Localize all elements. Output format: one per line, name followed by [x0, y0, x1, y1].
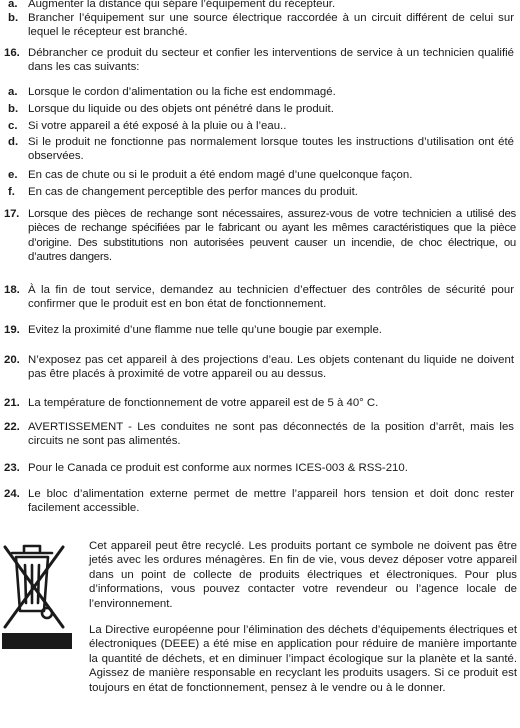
item-text: En cas de changement perceptible des perfor mances du produit. — [28, 186, 358, 198]
list-item — [4, 185, 514, 199]
weee-paragraph: La Directive européenne pour l’élimination des déchets d’équipements électriques et électroniques (DEEE) a été mise en application pour réduire de manière importante la quantité de déchets, et en diminuer l’impact écologique sur la planète et la santé. Agissez de manière responsable en recyclant les produits usagers. Si ce produit est toujours en état de fonctionnement, pensez à le vendre ou à le donner. — [89, 624, 517, 694]
item-text: N’exposez pas cet appareil à des projections d’eau. Les objets contenant du liquide ne doivent pas être placés à proximité de votre appareil ou au dessus. — [28, 354, 514, 381]
item-number: 17. — [4, 208, 20, 220]
item-text: Pour le Canada ce produit est conforme aux normes ICES-003 & RSS-210. — [28, 462, 408, 474]
item-letter: f. — [8, 186, 15, 198]
numbered-item — [4, 323, 514, 337]
item-text: Augmenter la distance qui sépare l’équipement du récepteur. — [28, 0, 336, 10]
item-number: 20. — [4, 354, 20, 366]
item-number: 22. — [4, 421, 20, 433]
weee-text — [89, 539, 517, 695]
list-item — [4, 85, 514, 99]
item-text: Lorsque des pièces de rechange sont nécessaires, assurez-vous de votre technicien a utilisé des pièces de rechange spécifiées par le fabricant ou ayant les mêmes caractéristiques que la pièce d’origine. Des substitutions non autorisées peuvent causer un incendie, de choc électrique, ou d’autres dangers. — [28, 208, 516, 264]
item-text: Evitez la proximité d’une flamme nue telle qu’une bougie par exemple. — [28, 324, 382, 336]
item-number: 24. — [4, 488, 20, 500]
item-letter: a. — [8, 0, 18, 10]
numbered-item — [4, 396, 514, 410]
numbered-item — [4, 487, 514, 516]
item-number: 23. — [4, 462, 20, 474]
item-number: 18. — [4, 284, 20, 296]
item-letter: c. — [8, 120, 18, 132]
item-text: La température de fonctionnement de votre appareil est de 5 à 40° C. — [28, 397, 379, 409]
crossed-out-wheelie-bin-icon — [2, 541, 68, 631]
list-item — [4, 102, 514, 116]
item-letter: b. — [8, 12, 19, 24]
item-text: Brancher l’équipement sur une source électrique raccordée à un circuit différent de celui sur lequel le récepteur est branché. — [28, 12, 514, 39]
weee-paragraph: Cet appareil peut être recyclé. Les produits portant ce symbole ne doivent pas être jetés avec les ordures ménagères. En fin de vie, vous devez déposer votre appareil dans un point de collecte de produits électriques et électroniques. Pour plus d’informations, vous pouvez contacter votre revendeur ou l’agence locale de l’environnement. — [89, 540, 517, 610]
item-number: 16. — [4, 47, 20, 59]
numbered-item — [4, 207, 516, 265]
list-item — [4, 0, 514, 11]
numbered-item — [4, 353, 514, 382]
list-item — [4, 11, 514, 40]
item-letter: a. — [8, 86, 18, 98]
item-text: En cas de chute ou si le produit a été endom magé d’une quelconque façon. — [28, 169, 413, 181]
list-item — [4, 168, 514, 182]
item-text: Lorsque du liquide ou des objets ont pénétré dans le produit. — [28, 103, 334, 115]
numbered-item — [4, 461, 514, 475]
numbered-item — [4, 46, 514, 75]
item-letter: e. — [8, 169, 18, 181]
item-text: Lorsque le cordon d’alimentation ou la fiche est endommagé. — [28, 86, 336, 98]
numbered-item — [4, 283, 514, 312]
item-text: Le bloc d’alimentation externe permet de mettre l’appareil hors tension et doit donc rester facilement accessible. — [28, 488, 514, 515]
item-letter: b. — [8, 103, 19, 115]
numbered-item — [4, 420, 514, 449]
item-text: AVERTISSEMENT - Les conduites ne sont pas déconnectés de la position d’arrêt, mais les circuits ne sont pas alimentés. — [28, 421, 514, 448]
weee-bar — [2, 633, 72, 649]
item-text: Si votre appareil a été exposé à la pluie ou à l’eau.. — [28, 120, 287, 132]
item-letter: d. — [8, 136, 19, 148]
list-item — [4, 135, 514, 164]
item-number: 21. — [4, 397, 20, 409]
list-item — [4, 119, 514, 133]
item-text: À la fin de tout service, demandez au technicien d’effectuer des contrôles de sécurité pour confirmer que le produit est en bon état de fonctionnement. — [28, 284, 514, 311]
item-text: Si le produit ne fonctionne pas normalement lorsque toutes les instructions d’utilisation ont été observées. — [28, 136, 514, 163]
item-text: Débrancher ce produit du secteur et confier les interventions de service à un technicien qualifié dans les cas suivants: — [28, 47, 514, 74]
item-number: 19. — [4, 324, 20, 336]
